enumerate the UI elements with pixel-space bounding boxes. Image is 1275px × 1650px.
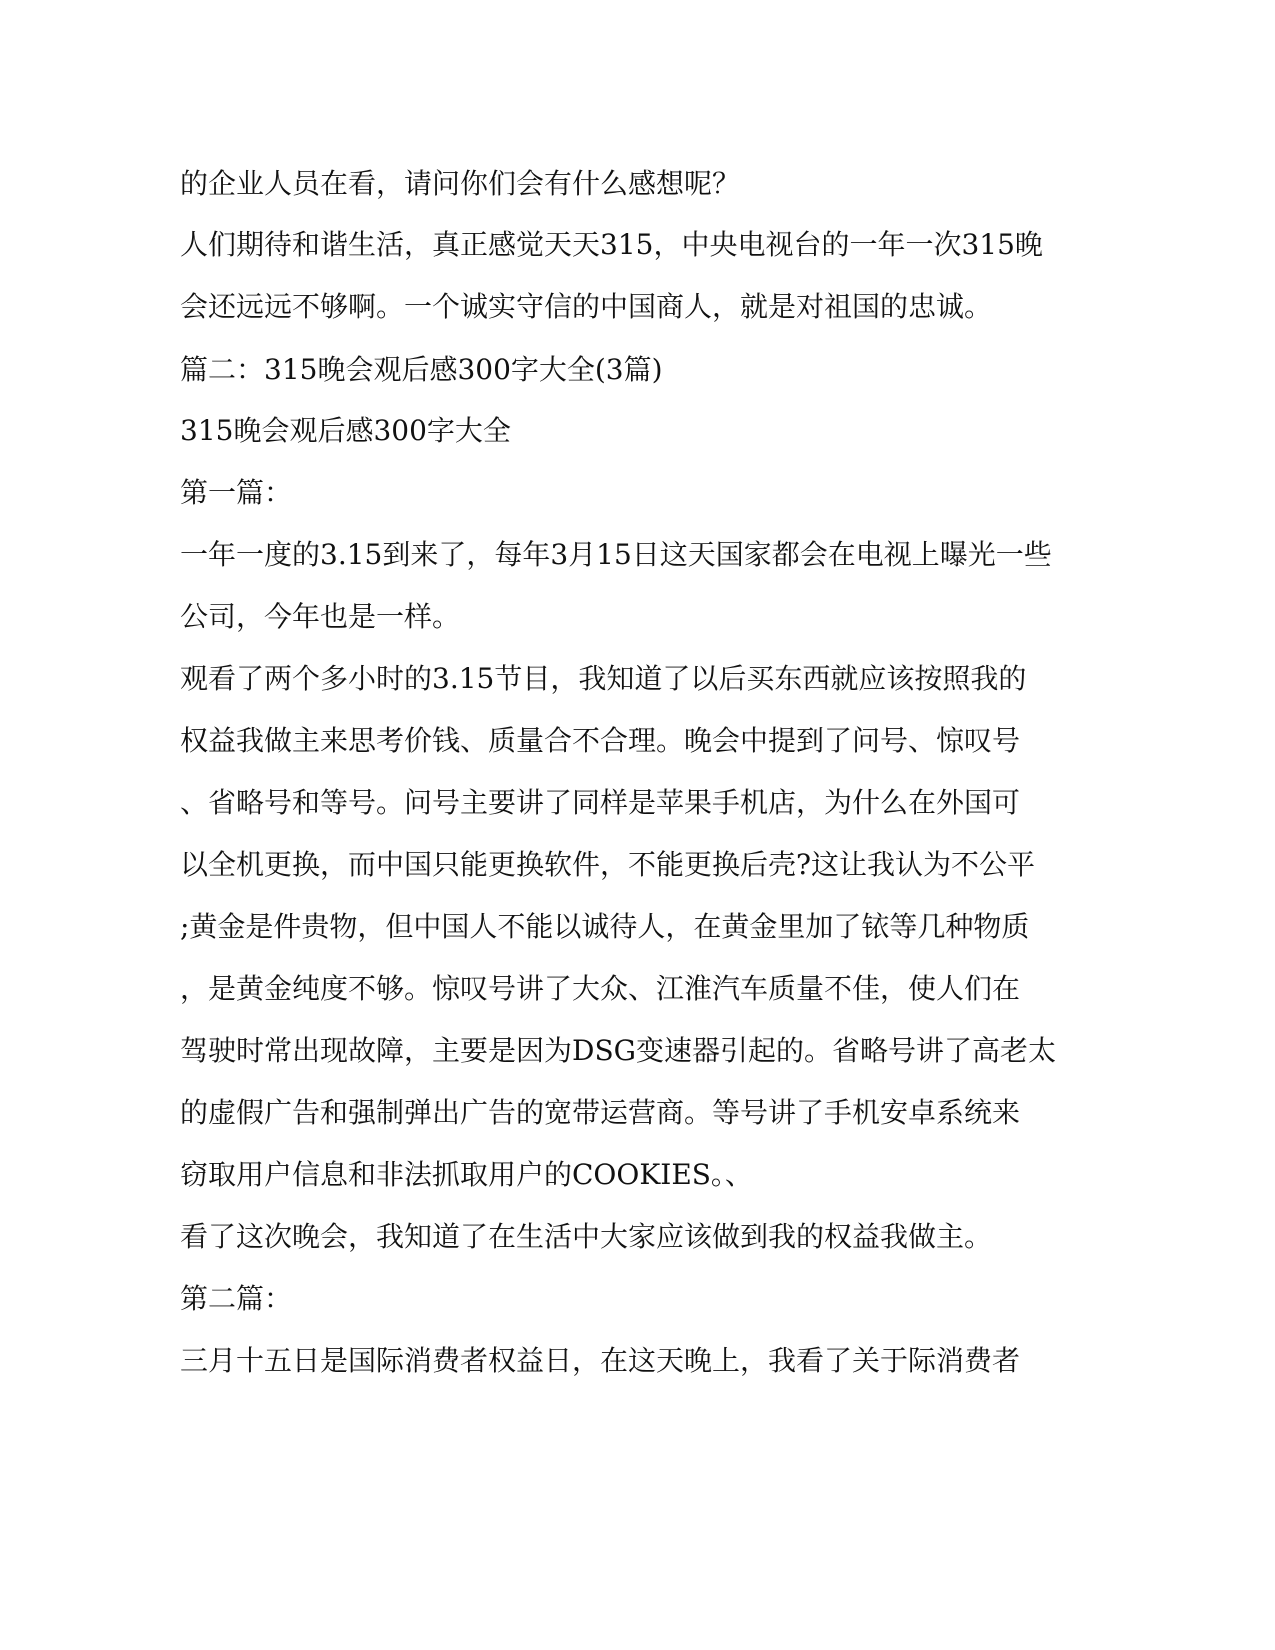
section-title: 315晚会观后感300字大全 bbox=[180, 414, 511, 447]
text-line-1: 的企业人员在看，请问你们会有什么感想呢？ bbox=[180, 167, 741, 200]
text-line-18: 看了这次晚会，我知道了在生活中大家应该做到我的权益我做主。 bbox=[180, 1220, 993, 1253]
text-line-10: 权益我做主来思考价钱、质量合不合理。晚会中提到了问号、惊叹号 bbox=[180, 724, 1021, 757]
text-line-3: 会还远远不够啊。一个诚实守信的中国商人，就是对祖国的忠诚。 bbox=[180, 290, 993, 323]
text-line-2: 人们期待和谐生活，真正感觉天天315，中央电视台的一年一次315晚 bbox=[180, 228, 1043, 261]
text-line-16: 的虚假广告和强制弹出广告的宽带运营商。等号讲了手机安卓系统来 bbox=[180, 1096, 1021, 1129]
text-line-9: 观看了两个多小时的3.15节目，我知道了以后买东西就应该按照我的 bbox=[180, 662, 1027, 695]
text-line-15: 驾驶时常出现故障，主要是因为DSG变速器引起的。省略号讲了高老太 bbox=[180, 1034, 1057, 1067]
article-heading-1: 第一篇： bbox=[180, 476, 293, 509]
text-line-11: 、省略号和等号。问号主要讲了同样是苹果手机店，为什么在外国可 bbox=[180, 786, 1021, 819]
section-heading-2: 篇二：315晚会观后感300字大全(3篇) bbox=[180, 353, 663, 386]
text-line-17: 窃取用户信息和非法抓取用户的COOKIES。、 bbox=[180, 1158, 753, 1191]
text-line-13: ;黄金是件贵物，但中国人不能以诚待人，在黄金里加了铱等几种物质 bbox=[180, 910, 1030, 943]
text-line-12: 以全机更换，而中国只能更换软件，不能更换后壳?这让我认为不公平 bbox=[180, 848, 1036, 881]
text-line-8: 公司，今年也是一样。 bbox=[180, 600, 461, 633]
article-heading-2: 第二篇： bbox=[180, 1282, 293, 1315]
text-line-7: 一年一度的3.15到来了，每年3月15日这天国家都会在电视上曝光一些 bbox=[180, 538, 1052, 571]
text-line-14: ，是黄金纯度不够。惊叹号讲了大众、江淮汽车质量不佳，使人们在 bbox=[180, 972, 1021, 1005]
text-line-20: 三月十五日是国际消费者权益日，在这天晚上，我看了关于际消费者 bbox=[180, 1344, 1021, 1377]
